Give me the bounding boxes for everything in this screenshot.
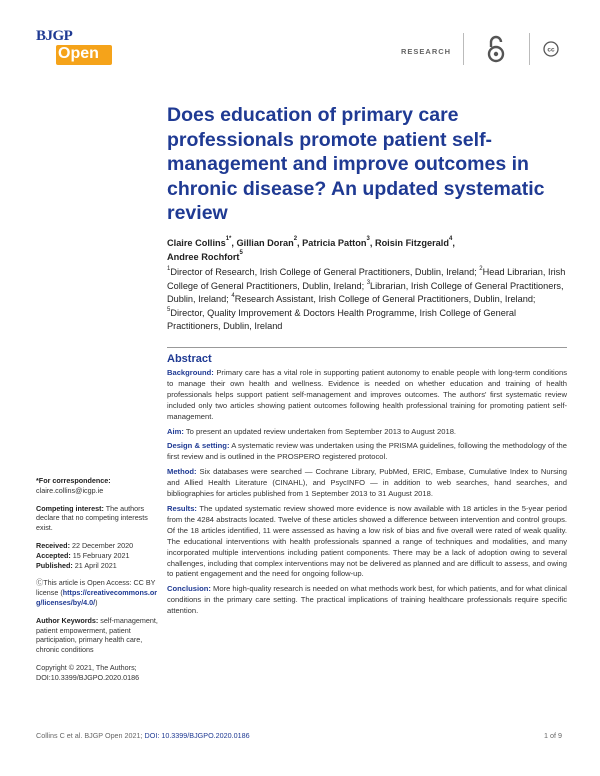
section-label: RESEARCH	[401, 47, 452, 56]
copyright: Copyright © 2021, The Authors; DOI:10.3399/BJGPO.2020.0186	[36, 662, 140, 682]
affiliation: Research Assistant, Irish College of General Practitioners, Dublin, Ireland;	[234, 294, 536, 305]
author-sup: 1*	[225, 236, 232, 242]
footer-citation: Collins C et al. BJGP Open 2021;	[36, 731, 145, 740]
page-number: 1 of 9	[544, 731, 562, 740]
abstract-method: Method: Six databases were searched — Cochrane Library, PubMed, ERIC, Embase, Cumulative Index to Nursing and Allied Health Literature (CINAHL), and PsycINFO — in addition to web searches, hand searches, and bibliographies for articles published from 1 September 2013 to 31 August 2018.	[167, 467, 567, 499]
header-divider	[529, 33, 530, 65]
author-list: Claire Collins$^{1*}$, Gillian Doran$^2$, Patricia Patton$^3$, Roisin Fitzgerald$^4$, Andree Rochfort$^5$	[167, 236, 455, 262]
author-name: Patricia Patton	[302, 238, 367, 248]
header-divider	[463, 33, 464, 65]
author-sup: 4	[448, 236, 453, 242]
abstract-label: Aim:	[167, 426, 184, 436]
dates: Received: 22 December 2020 Accepted: 15 February 2021 Published: 21 April 2021	[36, 540, 134, 570]
affil-sup: 5	[167, 306, 171, 313]
affil-sup: 4	[231, 293, 235, 300]
author-sup: 5	[239, 250, 243, 256]
author-sup: 2	[293, 236, 298, 242]
affiliations	[167, 266, 567, 334]
abstract-background: Background: Primary care has a vital role in supporting patient autonomy to enable people with long-term conditions to manage their own health and wellness. Evidence is needed on whether education and training of health professionals helps support patient self-management and improves outcomes. The authors' first systematic review included only two articles showing patient outcomes following health professional training for promoting patient self-management.	[167, 368, 567, 421]
logo-bottom-text: Open	[58, 45, 99, 62]
cc-text: cc	[547, 46, 555, 54]
abstract-conclusion: Conclusion: More high-quality research is needed on what methods work best, for which patients, and for what clinical conditions in the primary care setting. The practical implications of training healthcare professionals require specific attention.	[167, 584, 567, 616]
affil-sup: 1	[167, 266, 171, 272]
abstract-label: Design & setting:	[167, 441, 230, 451]
abstract-results: Results: The updated systematic review showed more evidence is now available with 18 articles in the 5-year period from the 4284 abstracts located. Twelve of these articles showed a difference between intervention and control groups. Of the 18 articles identified, 11 were assessed as having a low risk of bias and five overall were rated of weak quality. The educational interventions with health professionals spanned a range of techniques and modalities, and many incorporated multiple interventions including patient components. There may be a lack of adoption owing to several challenges, including that complex interventions may not be delivered as planned and are difficult to assess, and owing to patient engagement and the need for ongoing follow-up.	[167, 503, 567, 579]
correspondence-email[interactable]: claire.collins@icgp.ie	[36, 485, 104, 495]
affil-sup: 2	[479, 266, 483, 272]
abstract-label: Results:	[167, 503, 197, 513]
affiliation: Director of Research, Irish College of General Practitioners, Dublin, Ireland;	[170, 267, 480, 277]
abstract-rule	[167, 347, 567, 348]
author-sup: 3	[366, 236, 370, 242]
keywords: Author Keywords: self-management, patient empowerment, patient participation, primary health care, chronic conditions	[36, 615, 158, 655]
author-name: Gillian Doran	[236, 238, 294, 248]
abstract-label: Conclusion:	[167, 584, 211, 594]
article-sidebar	[36, 476, 158, 691]
sidebar-doi: DOI:10.3399/BJGPO.2020.0186	[36, 672, 140, 682]
abstract-heading: Abstract	[167, 353, 212, 365]
open-access-icon	[484, 34, 508, 64]
abstract-aim: Aim: To present an updated review undertaken from September 2013 to August 2018.	[167, 426, 457, 436]
creative-commons-icon	[543, 41, 559, 57]
open-access-note: ⒸThis article is Open Access: CC BY license (https://creativecommons.org/licenses/by/4.0/)	[36, 578, 158, 607]
affiliation: Head Librarian, Irish College of General Practitioners, Dublin, Ireland;	[167, 267, 566, 291]
license-link[interactable]: https://creativecommons.org/licenses/by/4.0/	[36, 588, 158, 607]
abstract-label: Method:	[167, 467, 197, 477]
author-name: Claire Collins	[167, 238, 226, 248]
journal-logo	[36, 28, 116, 68]
competing-interest: Competing interest: The authors declare that no competing interests exist.	[36, 503, 148, 533]
author-name: Roisin Fitzgerald	[374, 238, 449, 248]
affiliation: Librarian, Irish College of General Practitioners, Dublin, Ireland;	[167, 280, 564, 305]
logo-top-text: BJGP	[36, 28, 73, 44]
footer-doi[interactable]: DOI: 10.3399/BJGPO.2020.0186	[144, 731, 250, 740]
abstract-label: Background:	[167, 368, 214, 377]
author-name: Andree Rochfort	[167, 252, 240, 262]
abstract-body	[167, 368, 567, 621]
abstract-design: Design & setting: A systematic review was undertaken using the PRISMA guidelines, following the methodology of the first review and is outlined in the PROSPERO registered protocol.	[167, 441, 567, 462]
article-title: Does education of primary care professionals promote patient self-management and improve outcomes in chronic disease? An updated systematic review	[167, 104, 545, 224]
affiliation: Director, Quality Improvement & Doctors Health Programme, Irish College of General Practitioners, Dublin, Ireland	[167, 307, 517, 332]
correspondence: *For correspondence: claire.collins@icgp.ie	[36, 476, 111, 495]
page-footer	[36, 731, 250, 740]
affil-sup: 3	[366, 279, 371, 286]
